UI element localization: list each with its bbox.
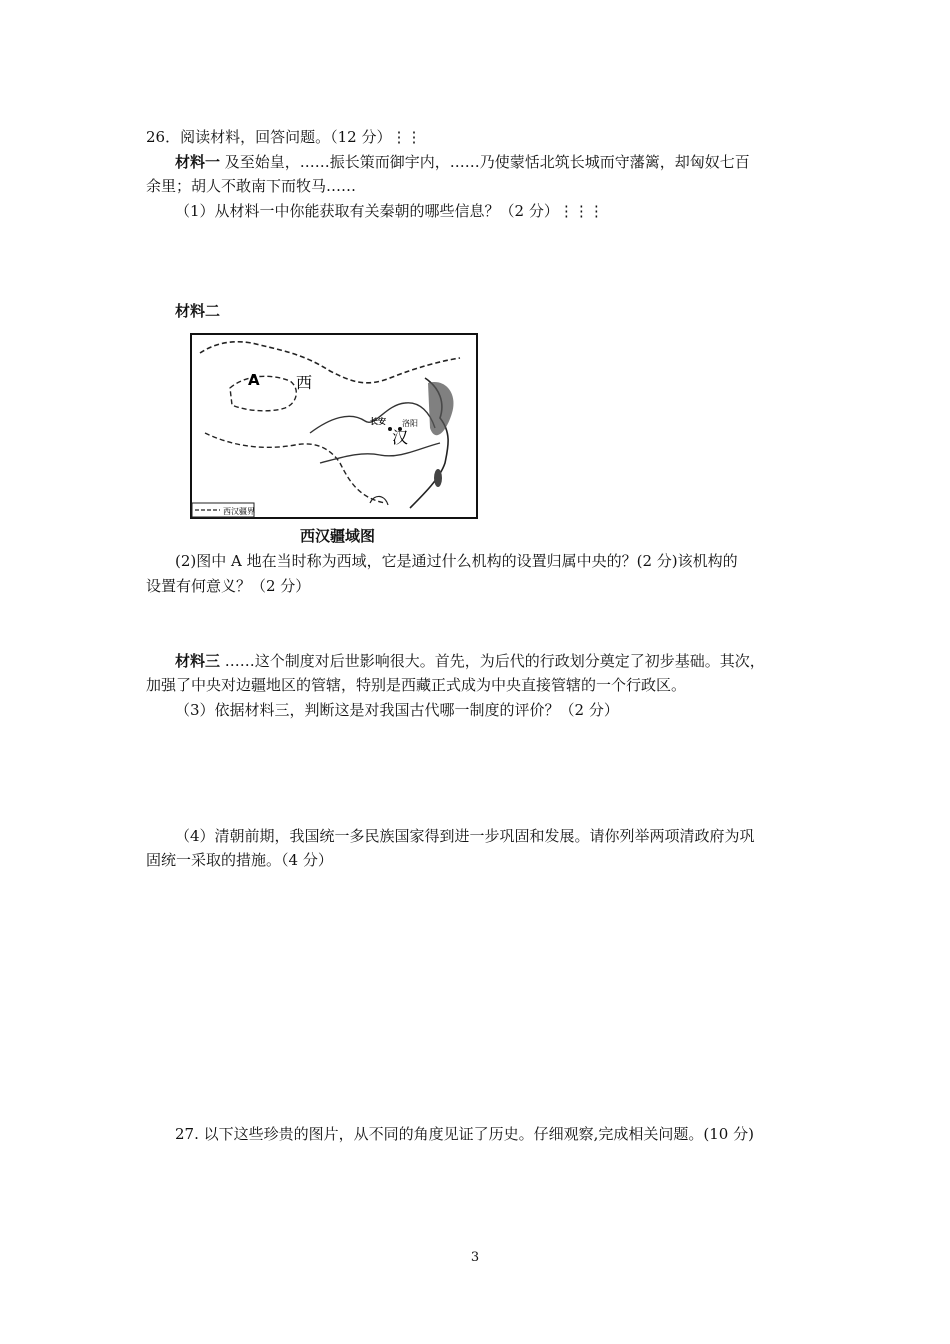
map-label-luoyang: 洛阳 bbox=[402, 419, 418, 428]
material-1-text: 及至始皇，……振长策而御宇内，……乃使蒙恬北筑长城而守藩篱，却匈奴七百 bbox=[220, 153, 750, 171]
question-4-line1: （4）清朝前期，我国统一多民族国家得到进一步巩固和发展。请你列举两项清政府为巩 bbox=[175, 827, 755, 845]
map-caption: 西汉疆域图 bbox=[300, 527, 376, 545]
material-1-line2: 余里；胡人不敢南下而牧马…… bbox=[146, 177, 357, 195]
material-1-label: 材料一 bbox=[175, 153, 221, 171]
q27-title: 27. 以下这些珍贵的图片，从不同的角度见证了历史。仔细观察,完成相关问题。(10 分) bbox=[175, 1125, 754, 1143]
question-1: （1）从材料一中你能获取有关秦朝的哪些信息？（2 分）⋮⋮⋮ bbox=[175, 202, 604, 220]
page-number: 3 bbox=[470, 1250, 480, 1265]
material-3 bbox=[175, 651, 765, 671]
question-2-line2: 设置有何意义？（2 分） bbox=[146, 577, 311, 595]
material-3-text: ……这个制度对后世影响很大。首先，为后代的行政划分奠定了初步基础。其次， bbox=[220, 652, 765, 670]
question-2-line1: (2)图中 A 地在当时称为西域，它是通过什么机构的设置归属中央的？(2 分)该机构的 bbox=[175, 552, 738, 570]
map-label-changan: 长安 bbox=[370, 417, 386, 426]
map-legend: 西汉疆界 bbox=[223, 507, 255, 516]
question-4-line2: 固统一采取的措施。（4 分） bbox=[146, 851, 333, 869]
material-3-line2: 加强了中央对边疆地区的管辖，特别是西藏正式成为中央直接管辖的一个行政区。 bbox=[146, 676, 687, 694]
map-label-a: A bbox=[248, 371, 260, 389]
map-label-han: 汉 bbox=[392, 428, 409, 447]
western-han-map bbox=[190, 333, 478, 519]
material-3-label: 材料三 bbox=[175, 652, 221, 670]
q26-title: 26．阅读材料，回答问题。（12 分）⋮⋮ bbox=[146, 128, 422, 146]
material-2-label: 材料二 bbox=[175, 302, 221, 320]
map-label-xi: 西 bbox=[296, 373, 313, 392]
material-1 bbox=[175, 152, 750, 172]
question-3: （3）依据材料三，判断这是对我国古代哪一制度的评价？（2 分） bbox=[175, 701, 619, 719]
